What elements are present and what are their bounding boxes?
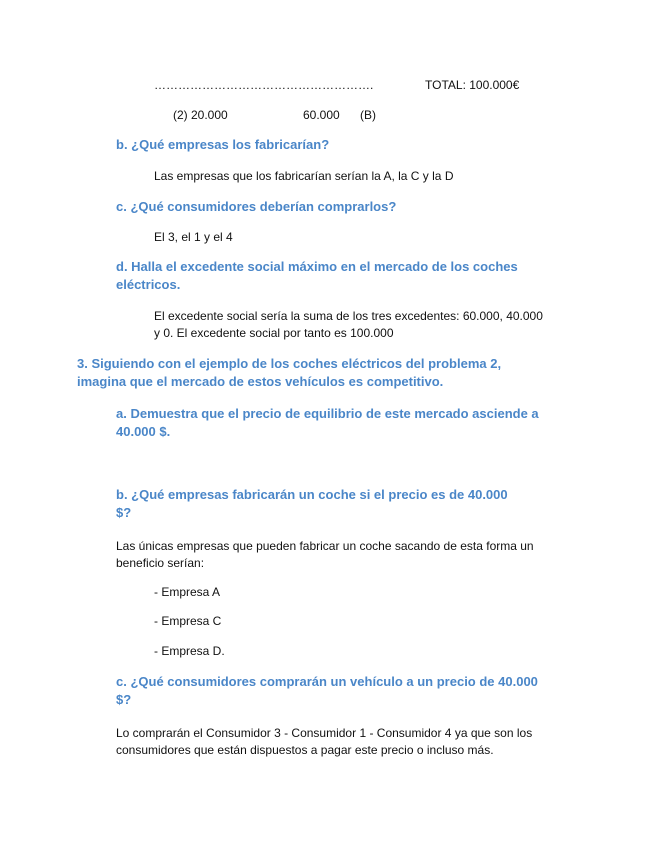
answer-2d-line2: y 0. El excedente social por tanto es 100.000 — [154, 326, 394, 340]
question-3a-line1: a. Demuestra que el precio de equilibrio de este mercado asciende a — [116, 406, 539, 421]
question-3b-line1: b. ¿Qué empresas fabricarán un coche si el precio es de 40.000 — [116, 487, 508, 502]
question-2d-line1: d. Halla el excedente social máximo en el mercado de los coches — [116, 259, 518, 274]
list-item-empresa-a: - Empresa A — [154, 585, 221, 599]
answer-3b-line2: beneficio serían: — [116, 556, 205, 570]
answer-2c: El 3, el 1 y el 4 — [154, 230, 233, 244]
row-value: 60.000 — [303, 108, 340, 122]
answer-3c-line1: Lo comprarán el Consumidor 3 - Consumidor 1 - Consumidor 4 ya que son los — [116, 726, 533, 740]
row-number: (2) 20.000 — [173, 108, 228, 122]
total-label: TOTAL: 100.000€ — [425, 78, 520, 92]
row-tag: (B) — [360, 108, 376, 122]
problem-3-line2: imagina que el mercado de estos vehículos es competitivo. — [77, 374, 444, 389]
question-3c-line2: $? — [116, 692, 132, 707]
question-3b-line2: $? — [116, 505, 132, 520]
question-3c-line1: c. ¿Qué consumidores comprarán un vehículo a un precio de 40.000 — [116, 674, 538, 689]
answer-3c-line2: consumidores que están dispuestos a pagar este precio o incluso más. — [116, 743, 494, 757]
question-2c: c. ¿Qué consumidores deberían comprarlos? — [116, 199, 397, 214]
problem-3-line1: 3. Siguiendo con el ejemplo de los coches eléctricos del problema 2, — [77, 356, 502, 371]
dotted-leader: ………………………………………………. — [154, 78, 374, 92]
answer-3b-line1: Las únicas empresas que pueden fabricar un coche sacando de esta forma un — [116, 539, 534, 553]
list-item-empresa-c: - Empresa C — [154, 614, 222, 628]
list-item-empresa-d: - Empresa D. — [154, 644, 225, 658]
question-3a-line2: 40.000 $. — [116, 424, 171, 439]
question-2d-line2: eléctricos. — [116, 277, 181, 292]
question-2b: b. ¿Qué empresas los fabricarían? — [116, 137, 330, 152]
answer-2d-line1: El excedente social sería la suma de los tres excedentes: 60.000, 40.000 — [154, 309, 543, 323]
answer-2b: Las empresas que los fabricarían serían la A, la C y la D — [154, 169, 454, 183]
